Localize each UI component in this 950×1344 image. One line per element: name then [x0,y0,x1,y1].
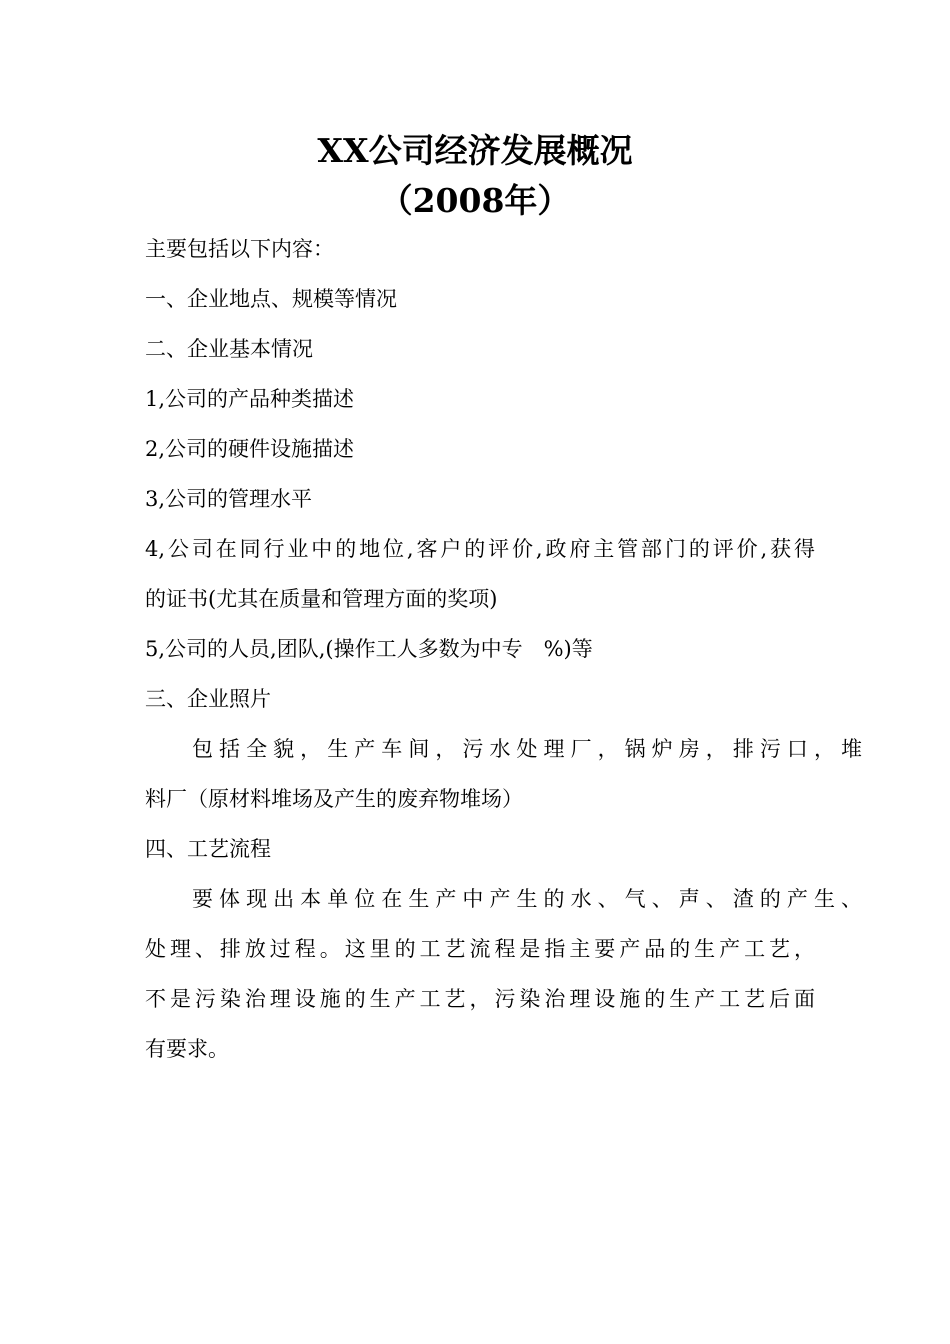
list-item-facilities: 2,公司的硬件设施描述 [145,437,355,461]
list-item-products: 1,公司的产品种类描述 [145,387,355,411]
section-heading-process: 四、工艺流程 [145,837,271,861]
process-paragraph-line-4: 有要求。 [145,1037,229,1061]
process-paragraph-line-1: 要体现出本单位在生产中产生的水、气、声、渣的产生、 [192,887,862,911]
section-heading-location: 一、企业地点、规模等情况 [145,287,397,311]
photos-paragraph-line-2: 料厂（原材料堆场及产生的废弃物堆场） [145,787,523,811]
photos-paragraph-line-1: 包括全貌，生产车间，污水处理厂，锅炉房，排污口，堆 [192,737,862,761]
intro-line: 主要包括以下内容： [145,237,334,261]
document-title: XX公司经济发展概况 [317,131,633,170]
document-subtitle: （2008年） [379,181,571,220]
section-heading-photos: 三、企业照片 [145,687,271,711]
list-item-personnel: 5,公司的人员,团队,(操作工人多数为中专 %)等 [145,637,593,661]
list-item-industry-position-continued: 的证书(尤其在质量和管理方面的奖项) [145,587,498,611]
list-item-industry-position: 4,公司在同行业中的地位,客户的评价,政府主管部门的评价,获得 [145,537,815,561]
section-heading-basic-info: 二、企业基本情况 [145,337,313,361]
process-paragraph-line-2: 处理、排放过程。这里的工艺流程是指主要产品的生产工艺， [145,937,815,961]
process-paragraph-line-3: 不是污染治理设施的生产工艺，污染治理设施的生产工艺后面 [145,987,815,1011]
list-item-management: 3,公司的管理水平 [145,487,313,511]
